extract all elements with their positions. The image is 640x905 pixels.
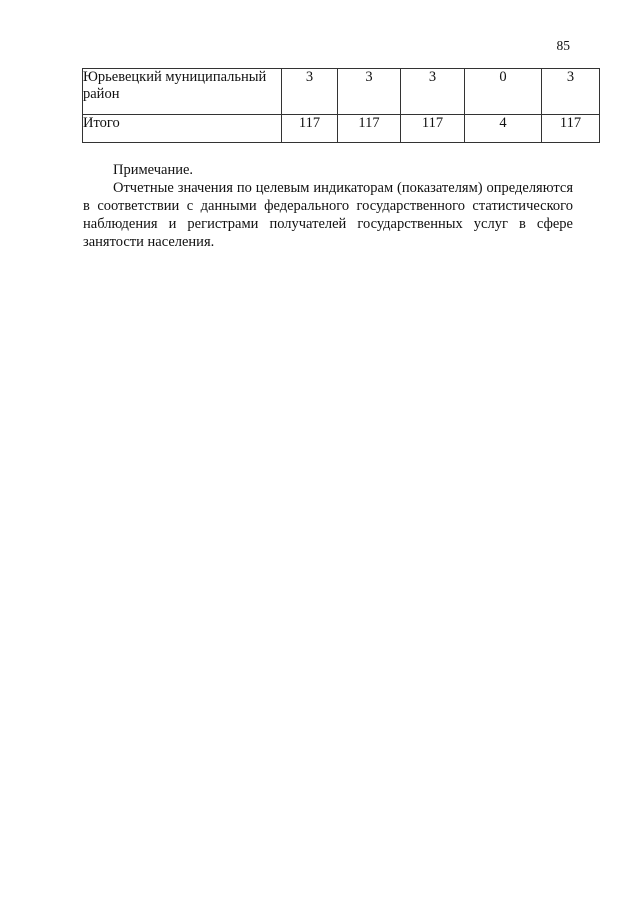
row-name-cell: Итого bbox=[83, 115, 282, 143]
value-cell: 0 bbox=[465, 69, 542, 115]
table-row-total bbox=[83, 115, 600, 143]
value-cell: 117 bbox=[282, 115, 338, 143]
value-cell: 117 bbox=[542, 115, 600, 143]
value-cell: 117 bbox=[338, 115, 401, 143]
value-cell: 3 bbox=[282, 69, 338, 115]
page-number: 85 bbox=[556, 38, 570, 53]
value-cell: 3 bbox=[542, 69, 600, 115]
row-name-cell: Юрьевецкий муниципальный район bbox=[83, 69, 282, 115]
indicator-table bbox=[82, 68, 600, 143]
note-section bbox=[83, 161, 573, 251]
value-cell: 117 bbox=[401, 115, 465, 143]
table-row bbox=[83, 69, 600, 115]
value-cell: 3 bbox=[401, 69, 465, 115]
note-title: Примечание. bbox=[113, 162, 194, 178]
note-body: Отчетные значения по целевым индикаторам (показателям) определяются в соответствии с данными федерального государственного статистического наблюдения и регистрами получателей государственных услуг в сфере занятости населения. bbox=[83, 180, 573, 250]
value-cell: 3 bbox=[338, 69, 401, 115]
value-cell: 4 bbox=[465, 115, 542, 143]
